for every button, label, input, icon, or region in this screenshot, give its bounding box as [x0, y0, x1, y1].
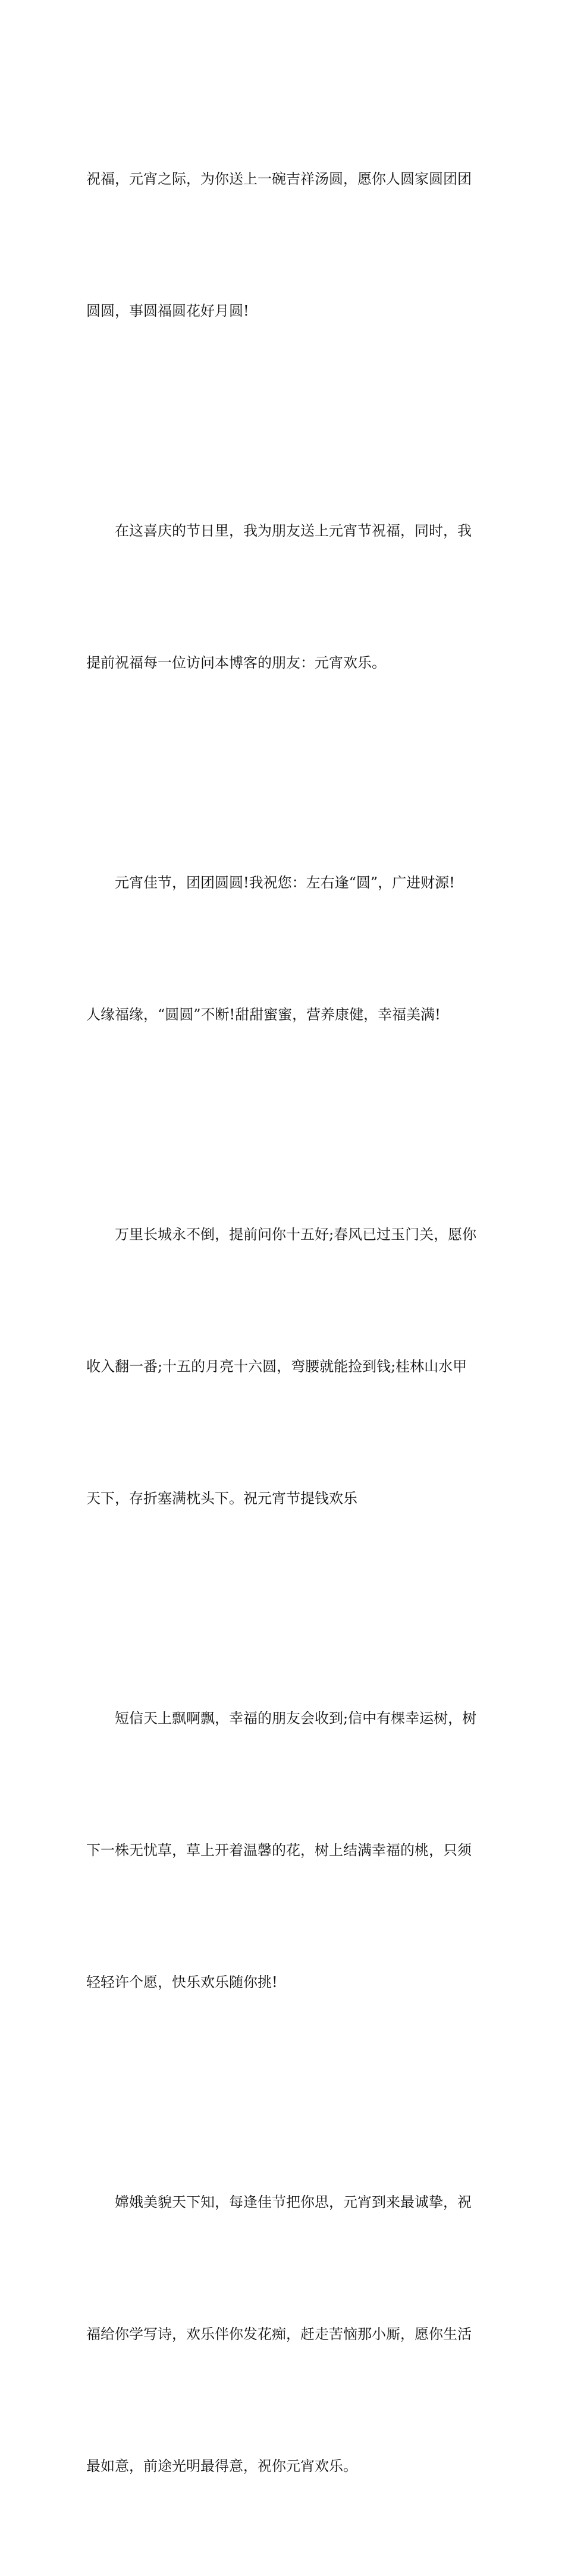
paragraph-2	[86, 421, 482, 773]
text-line: 轻轻许个愿，快乐欢乐随你挑!	[86, 1974, 278, 1991]
paragraph-1	[86, 69, 482, 421]
text-line: 收入翻一番;十五的月亮十六圆，弯腰就能捡到钱;桂林山水甲	[86, 1358, 467, 1375]
text-line: 祝福，元宵之际，为你送上一碗吉祥汤圆，愿你人圆家圆团团	[86, 171, 472, 187]
text-line: 在这喜庆的节日里，我为朋友送上元宵节祝福，同时，我	[115, 522, 472, 539]
text-line: 提前祝福每一位访问本博客的朋友：元宵欢乐。	[86, 654, 386, 671]
text-line: 人缘福缘，“圆圆”不断!甜甜蜜蜜，营养康健，幸福美满!	[86, 1006, 441, 1023]
paragraph-4	[86, 1125, 482, 1608]
text-line: 下一株无忧草，草上开着温馨的花，树上结满幸福的桃，只须	[86, 1842, 472, 1859]
paragraph-3	[86, 773, 482, 1125]
paragraph-5	[86, 1608, 482, 2092]
text-line: 圆圆，事圆福圆花好月圆!	[86, 303, 249, 319]
text-line: 最如意，前途光明最得意，祝你元宵欢乐。	[86, 2458, 357, 2474]
text-line: 嫦娥美貌天下知，每逢佳节把你思，元宵到来最诚挚，祝	[115, 2194, 472, 2210]
text-line: 天下，存折塞满枕头下。祝元宵节提钱欢乐	[86, 1490, 357, 1507]
text-line: 万里长城永不倒，提前问你十五好;春风已过玉门关，愿你	[115, 1226, 477, 1243]
paragraph-6	[86, 2092, 482, 2576]
text-line: 短信天上飘啊飘，幸福的朋友会收到;信中有棵幸运树，树	[115, 1710, 477, 1727]
text-line: 福给你学写诗，欢乐伴你发花痴，赶走苦恼那小厮，愿你生活	[86, 2326, 472, 2342]
document-body	[86, 69, 482, 2576]
text-line: 元宵佳节，团团圆圆!我祝您：左右逢“圆”，广进财源!	[115, 874, 455, 891]
